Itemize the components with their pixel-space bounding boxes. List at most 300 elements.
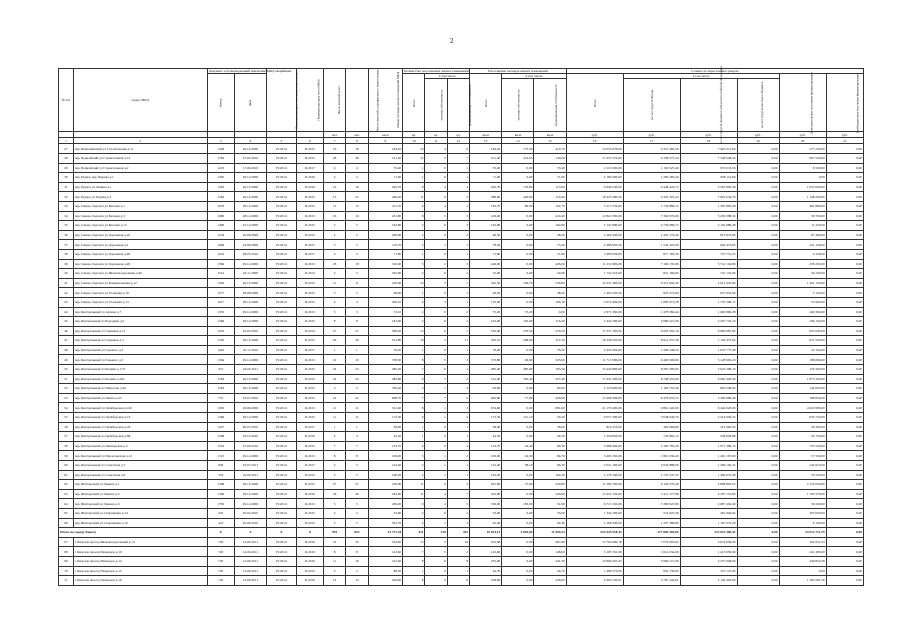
cell-c2: 0 [425,556,447,566]
cell-s2: 8 914 237,36 [623,336,680,346]
cell-s1: 2 345 450,00 [566,345,623,355]
cell-r2: 3 [346,566,368,576]
cell-d1: IV.2014 [267,480,297,490]
cell-r2: 24 [346,365,368,375]
table-row [59,307,864,317]
cell-d1: IV.2014 [267,288,297,298]
cell-d2: II.2015 [296,317,323,327]
row-number: 41 [59,278,74,288]
cell-s4: 0,00 [737,365,779,375]
cell-r1: 4 [323,173,345,183]
cell-c2: 0 [425,508,447,518]
cell-date: 28.12.2009 [234,297,266,307]
row-number: 55 [59,413,74,423]
cell-date: 14.09.2011 [234,547,266,557]
cell-date: 29.12.2006 [234,278,266,288]
cell-s4: 0,00 [737,144,779,154]
cell-c3: 6 [447,144,469,154]
cell-a3: 51,90 [534,499,566,509]
cell-r1: 11 [323,278,345,288]
cell-s4: 0,00 [737,154,779,164]
cell-c1: 12 [403,154,425,164]
cell-c2: 0 [425,163,447,173]
row-number: 29 [59,163,74,173]
cell-c1: 8 [403,556,425,566]
cell-s4: 0,00 [737,173,779,183]
cell-area: 98,00 [368,288,403,298]
cell-s6: 0,00 [826,355,863,365]
cell-date: 28.05.2010 [234,249,266,259]
cell-num: 1443 [207,345,234,355]
cell-r1: 1 [323,422,345,432]
cell-c1: 1 [403,163,425,173]
row-number: 46 [59,326,74,336]
cell-s2: 1 747 547,32 [623,470,680,480]
cell-r2: 853 [346,528,368,538]
table-row [59,345,864,355]
table-row [59,508,864,518]
cell-date: 29.12.2006 [234,499,266,509]
cell-date: 22.03.2010 [234,326,266,336]
cell-c1: 2 [403,240,425,250]
row-number: 64 [59,499,74,509]
cell-s2: 1 759 880,72 [623,201,680,211]
row-number: 36 [59,230,74,240]
cell-s2: 1 544 322,00 [623,240,680,250]
cell-r1: 19 [323,182,345,192]
cell-s6: 0,00 [826,345,863,355]
table-row [59,249,864,259]
cell-c3: 8 [447,556,469,566]
cell-s2: 877 183,40 [623,249,680,259]
cell-c1: 1 [403,422,425,432]
cell-a2: 0,00 [502,163,534,173]
cell-d2: II.2017 [296,163,323,173]
cell-a2: 185,40 [502,374,534,384]
column-index-cell: 12 [447,138,469,144]
cell-a2: 0,00 [502,345,534,355]
cell-s5: 1 796 370,00 [779,489,826,499]
row-address: пер Центральный ул Пролетарская д.12 [73,451,207,461]
cell-d1: IV.2014 [267,413,297,423]
cell-d1: IV.2014 [267,182,297,192]
cell-c3: 4 [447,192,469,202]
cell-d1: IV.2014 [267,163,297,173]
cell-d2: II.2016 [296,173,323,183]
cell-a3: 226,00 [534,576,566,586]
cell-s3: 5 390 696,48 [680,393,737,403]
cell-num: 1234 [207,230,234,240]
cell-area: 143,60 [368,547,403,557]
cell-a3: 116,40 [534,317,566,327]
cell-c3: 4 [447,441,469,451]
cell-a1: 71,00 [470,173,502,183]
cell-s6: 0,00 [826,489,863,499]
cell-r1: 5 [323,384,345,394]
cell-num: 1305 [207,403,234,413]
cell-s6: 0,00 [826,144,863,154]
cell-s1: 11 715 586,00 [566,355,623,365]
row-address: пер Центральный ул Калина д.202 [73,374,207,384]
cell-s1: 3 165 761,00 [566,547,623,557]
cell-c3: 1 [447,365,469,375]
row-number: 43 [59,297,74,307]
cell-r2: 22 [346,393,368,403]
cell-area: 110,70 [368,240,403,250]
row-number: 30 [59,173,74,183]
cell-c3: 3 [447,518,469,528]
cell-d2: II.2015 [296,413,323,423]
row-number: 44 [59,307,74,317]
cell-r1: 32 [323,537,345,547]
cell-s4: 0,00 [737,249,779,259]
cell-a3: 106,10 [534,297,566,307]
cell-d2: II.2016 [296,489,323,499]
cell-a1: 143,60 [470,547,502,557]
cell-a2: 0,00 [502,221,534,231]
cell-r2: 11 [346,413,368,423]
cell-s1: 3 409 150,00 [566,451,623,461]
cell-a1: 33,00 [470,508,502,518]
cell-s5: 0,00 [779,173,826,183]
cell-r1: 4 [323,163,345,173]
row-address: пер Северо-Задонск ул Железнодорожная д.46 [73,269,207,279]
cell-r1: 5 [323,499,345,509]
cell-c1: 2 [403,317,425,327]
header-cost-extra: Дополнительные источники финансирования [779,74,826,132]
cell-area: 345,90 [368,269,403,279]
cell-s3: 904 473,63 [680,240,737,250]
cell-d1: IV.2014 [267,192,297,202]
cell-num: 1453 [207,326,234,336]
cell-s2: 743 865,12 [623,432,680,442]
cell-r2: 8 [346,317,368,327]
cell-s6: 0,00 [826,297,863,307]
cell-c2: 1 [425,451,447,461]
row-address: пер Северо-Задонск ул Дорожная д.2 [73,240,207,250]
cell-date: 22.11.2009 [234,269,266,279]
cell-a2: 49,90 [502,355,534,365]
total-label: Итого по городу Кизелу [59,528,208,538]
cell-s1: 2 488 950,00 [566,240,623,250]
cell-s5: 11 220,00 [779,221,826,231]
cell-s3: 1 595 805,28 [680,201,737,211]
cell-d2: II.2016 [296,432,323,442]
cell-s2: 1 299 348,52 [623,345,680,355]
cell-s4: 0,00 [737,221,779,231]
cell-c3: 3 [447,259,469,269]
cell-a2: 173,30 [502,144,534,154]
cell-c1: 7 [403,365,425,375]
cell-a3: 11 994,53 [534,528,566,538]
cell-num: 936 [207,461,234,471]
cell-s3: 7 548 546,56 [680,154,737,164]
cell-a2: 183,00 [502,499,534,509]
cell-r2: 8 [346,547,368,557]
cell-a2: 0,00 [502,547,534,557]
cell-a1: 550,00 [470,326,502,336]
cell-r2: 16 [346,144,368,154]
cell-r2: 5 [346,518,368,528]
cell-s3: 5 128 995,20 [680,355,737,365]
cell-s2: 3 048 040,76 [623,413,680,423]
cell-s6: 0,00 [826,499,863,509]
cell-r1: 4 [323,432,345,442]
cell-date: 26.09.2006 [234,403,266,413]
cell-s3: 2 407 733,16 [680,317,737,327]
cell-c1: 11 [403,489,425,499]
cell-s6: 0,00 [826,201,863,211]
cell-r2: 13 [346,201,368,211]
row-number: 49 [59,355,74,365]
cell-a1: 373,80 [470,355,502,365]
cell-c3: 2 [447,307,469,317]
page-number: 2 [450,37,454,45]
cell-c1: 2 [403,230,425,240]
table-row [59,576,864,586]
cell-s3: 222 623 385,43 [680,528,737,538]
cell-s2: 1 685 973,28 [623,297,680,307]
cell-a1: 48,50 [470,288,502,298]
cell-s6: 0,00 [826,393,863,403]
header-doc-number: Номер [207,74,234,132]
cell-s3: 7 822 054,76 [680,192,737,202]
cell-d2: II.2015 [296,192,323,202]
cell-s4: 0,00 [737,461,779,471]
cell-s5: 242 910,00 [779,461,826,471]
cell-d1: IV.2014 [267,393,297,403]
cell-a3: 327,40 [534,374,566,384]
cell-a2: 414,05 [502,154,534,164]
cell-r2: 19 [346,182,368,192]
cell-s2: 4 448 424,72 [623,182,680,192]
header-area-municipal: муниципальная собственность [534,79,566,132]
cell-date: 29.12.2006 [234,336,266,346]
cell-s4: 0,00 [737,566,779,576]
unit-cell: руб. [623,132,680,138]
cell-a3: 92,40 [534,518,566,528]
table-row [59,317,864,327]
cell-date: 14.09.2011 [234,576,266,586]
cell-s3: 803 549,60 [680,384,737,394]
cell-a2: 0,00 [502,297,534,307]
cell-r1: 13 [323,201,345,211]
cell-c2: 5 [425,547,447,557]
header-planned-resettlement: Планируемая дата окончания переселения [267,69,297,132]
cell-c2: 6 [425,326,447,336]
cell-r2: 5 [346,384,368,394]
cell-a3: 38,00 [534,422,566,432]
cell-s3: 3 674 059,00 [680,537,737,547]
table-row [59,556,864,566]
row-number: 31 [59,182,74,192]
cell-a3: 33,00 [534,508,566,518]
cell-s4: 0,00 [737,384,779,394]
cell-a3: 102,70 [534,201,566,211]
cell-a2: 270,50 [502,326,534,336]
cell-s1: 17 453 710,00 [566,154,623,164]
cell-d2: II.2015 [296,441,323,451]
cell-c1: 1 [403,345,425,355]
cell-num: 1680 [207,211,234,221]
cell-c1: 16 [403,336,425,346]
cell-d1: IV.2014 [267,154,297,164]
cell-r2: 27 [346,326,368,336]
cell-r1: 11 [323,403,345,413]
cell-a1: 44,70 [470,566,502,576]
cell-c2: 5 [425,211,447,221]
cell-d2: II.2015 [296,355,323,365]
cell-date: 02.04.2010 [234,508,266,518]
table-row [59,489,864,499]
cell-d1: IV.2014 [267,556,297,566]
cell-a2: 0,00 [502,403,534,413]
cell-d2: II.2017 [296,461,323,471]
cell-r2: 4 [346,163,368,173]
cell-r2: 5 [346,221,368,231]
cell-c3: 2 [447,201,469,211]
cell-a1: 261,80 [470,480,502,490]
cell-d2: II.2015 [296,393,323,403]
header-cost-total: Всего [566,74,623,132]
row-address: пер Шахтерский ул Ленина д.3 [73,489,207,499]
cell-s1: 3 674 409,00 [566,297,623,307]
cell-c1: 6 [403,201,425,211]
row-address: пер Северо-Задонск ул Беговая д.1 [73,201,207,211]
cell-area: 250,90 [368,480,403,490]
cell-a1: 426,00 [470,259,502,269]
cell-date: 17.09.2010 [234,163,266,173]
table-row [59,393,864,403]
cell-c3: 3 [447,355,469,365]
cell-s6: 0,00 [826,259,863,269]
table-row [59,163,864,173]
table-row [59,499,864,509]
cell-s3: 347 147,00 [680,566,737,576]
row-number: 71 [59,576,74,586]
cell-num: 1066 [207,240,234,250]
cell-a2: 0,00 [502,537,534,547]
cell-c3: 1 [447,249,469,259]
row-number: 32 [59,192,74,202]
header-cost-region: за счет средств бюджета субъекта Российской Федерации [680,79,737,132]
cell-d2: II.2015 [296,211,323,221]
column-index-cell: 8 [346,138,368,144]
cell-s6: 0,00 [826,384,863,394]
cell-a1: 342,50 [470,278,502,288]
row-address: г Кизелов проезд Пионеров д.10 [73,547,207,557]
cell-s2: 6 400 506,80 [623,355,680,365]
cell-d1: IV.2014 [267,547,297,557]
cell-c3: 7 [447,154,469,164]
cell-s2: 7 070 003,62 [623,537,680,547]
cell-s5: 55 900,00 [779,297,826,307]
cell-c1: 2 [403,508,425,518]
cell-d1: IV.2014 [267,211,297,221]
cell-area: 484,80 [368,374,403,384]
cell-d1: IV.2014 [267,201,297,211]
cell-r1: 8 [323,451,345,461]
cell-c2: 4 [425,499,447,509]
cell-d1: IV.2014 [267,461,297,471]
cell-c1: 4 [403,518,425,528]
cell-date: 03.07.2013 [234,461,266,471]
cell-num: 423 [207,518,234,528]
cell-d1: IV.2014 [267,297,297,307]
cell-r2: 33 [346,537,368,547]
cell-area: 44,30 [368,432,403,442]
table-row [59,154,864,164]
cell-c3: 11 [447,336,469,346]
cell-num: 1362 [207,278,234,288]
cell-date: 14.09.2011 [234,556,266,566]
cell-a3: 64,00 [534,384,566,394]
cell-s6: 0,00 [826,441,863,451]
cell-c1: 2 [403,307,425,317]
table-row [59,547,864,557]
cell-area: 412,30 [368,556,403,566]
cell-c1: 3 [403,451,425,461]
cell-c3: 8 [447,576,469,586]
cell-area: 410,00 [368,278,403,288]
cell-num: 1364 [207,192,234,202]
cell-s3: 1 167 073,20 [680,518,737,528]
cell-s1: 12 822 390,00 [566,211,623,221]
cell-s4: 0,00 [737,374,779,384]
table-row [59,211,864,221]
cell-s3: 741 132,60 [680,269,737,279]
row-number: 39 [59,259,74,269]
cell-d2: II.2015 [296,508,323,518]
cell-s2: 8 479 633,52 [623,393,680,403]
table-row [59,278,864,288]
row-number: 69 [59,556,74,566]
cell-d1: IV.2014 [267,432,297,442]
cell-a2: 0,00 [502,288,534,298]
cell-s3: 558 629,88 [680,432,737,442]
cell-date: 28.08.2009 [234,288,266,298]
cell-c2: 0 [425,269,447,279]
unit-cell: чел. [346,132,368,138]
table-row [59,192,864,202]
table-row [59,173,864,183]
resettlement-table [58,68,864,586]
cell-r1: 14 [323,576,345,586]
cell-c2: 0 [425,307,447,317]
cell-d2: II.2017 [296,249,323,259]
cell-date: 29.12.2006 [234,384,266,394]
cell-r2: 29 [346,336,368,346]
cell-r1: 3 [323,240,345,250]
cell-c1: 10 [403,278,425,288]
cell-r1: 18 [323,259,345,269]
cell-d1: IV.2014 [267,345,297,355]
cell-d1: IV.2014 [267,144,297,154]
cell-num: 1457 [207,422,234,432]
row-number: 38 [59,249,74,259]
cell-r2: 24 [346,374,368,384]
unit-cell: руб. [779,132,826,138]
cell-date: 25.07.2010 [234,393,266,403]
cell-a2: 0,00 [502,470,534,480]
cell-d2: II.2015 [296,297,323,307]
header-total-area: Общая площадь жилых помещений МКД [368,69,403,132]
cell-c1: 10 [403,144,425,154]
cell-s6: 0,00 [826,230,863,240]
cell-s4: 0,00 [737,518,779,528]
cell-r2: 5 [346,470,368,480]
cell-c3: 2 [447,451,469,461]
